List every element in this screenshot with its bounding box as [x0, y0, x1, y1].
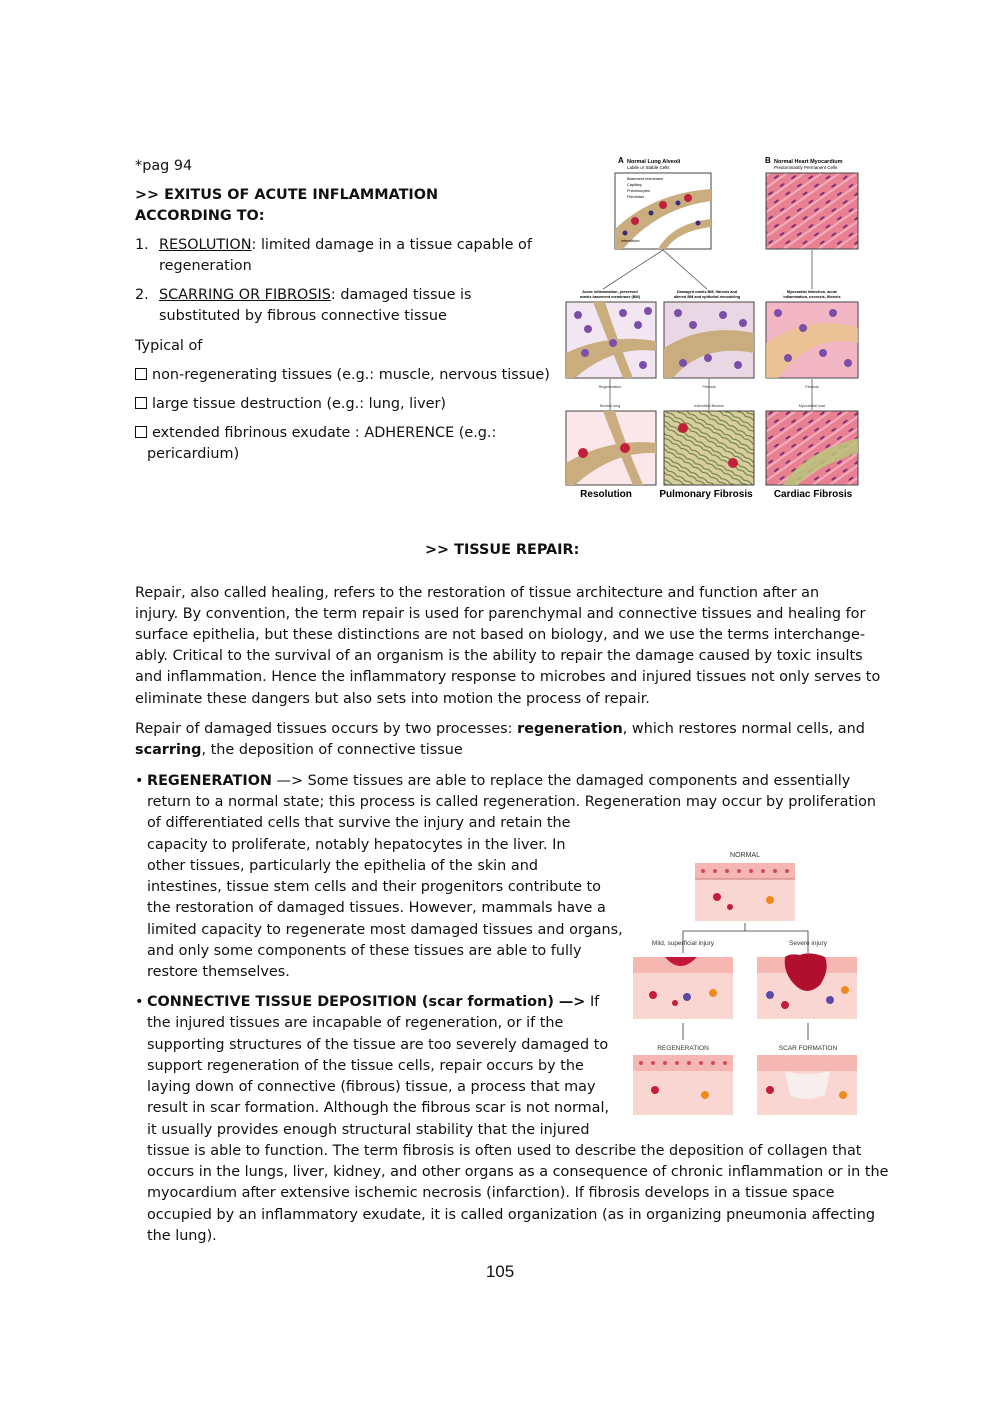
arrow-label: Fibrosis [702, 385, 716, 389]
paragraph-line: restore themselves. [147, 964, 290, 980]
bottom-labels [580, 489, 852, 500]
paragraph-line: other tissues, particularly the epithelia of the skin and [147, 858, 538, 874]
paragraph-line: of differentiated cells that survive the injury and retain the [147, 815, 571, 831]
mid-caption: Acute inflammation, preserved [582, 290, 638, 294]
list-item-text: substituted by fibrous connective tissue [159, 308, 447, 324]
arrow-label: Regeneration [598, 385, 622, 389]
ctd-line [147, 992, 599, 1013]
label-pulmonary-fibrosis: Pulmonary Fibrosis [659, 489, 753, 500]
mid-caption: Myocardial infarction, acute [786, 290, 838, 294]
term-regeneration-heading: REGENERATION [147, 773, 272, 789]
term-regeneration: regeneration [517, 721, 623, 737]
mid-caption: altered BM and epithelial remodeling [673, 295, 741, 299]
paragraph-line: and inflammation. Hence the inflammatory response to microbes and injured tissues not only serves to [135, 669, 881, 685]
panel-letter: B [765, 156, 771, 165]
paragraph-line: eliminate these dangers but also sets into motion the process of repair. [135, 691, 650, 707]
term-connective-tissue-deposition: CONNECTIVE TISSUE DEPOSITION (scar formation) —> [147, 994, 586, 1010]
paragraph-line: tissue is able to function. The term fibrosis is often used to describe the deposition of collagen that [147, 1143, 862, 1159]
paragraph-line: limited capacity to regenerate most damaged tissues and organs, [147, 922, 623, 938]
text-run: , which restores normal cells, and [622, 721, 865, 737]
paragraph-line: capacity to proliferate, notably hepatocytes in the liver. In [147, 837, 566, 853]
list-item-resolution [159, 235, 532, 256]
list-item-text: regeneration [159, 258, 252, 274]
panel-title: Normal Lung Alveoli [627, 159, 681, 165]
check-text-continued: pericardium) [147, 446, 240, 462]
text-run: , the deposition of connective tissue [201, 742, 463, 758]
paragraph-line: support regeneration of the tissue cells, repair occurs by the [147, 1058, 584, 1074]
exitus-heading-line2: ACCORDING TO: [135, 208, 265, 224]
regeneration-image [633, 1055, 733, 1115]
regeneration-scar-figure [625, 845, 860, 1120]
label-interstitium: Interstitium [621, 239, 640, 243]
label-severe-injury: Severe injury [789, 940, 827, 947]
paragraph-line: ably. Critical to the survival of an organism is the ability to repair the damage caused by toxic insults [135, 648, 863, 664]
mid-caption: Damaged matrix BM, fibrosis and [676, 290, 738, 294]
exitus-heading-line1: >> EXITUS OF ACUTE INFLAMMATION [135, 187, 439, 203]
paragraph-line [135, 719, 865, 740]
label-normal: NORMAL [730, 852, 760, 859]
label-basement-membrane: Basement membrane [627, 177, 664, 181]
label-fibroblast: Fibroblast [627, 195, 644, 199]
text-run: If [589, 994, 600, 1010]
paragraph-line: the restoration of damaged tissues. However, mammals have a [147, 900, 606, 916]
normal-tissue-image [695, 863, 795, 921]
paragraph-line: surface epithelia, but these distinctions are not based on biology, and we use the terms interchange- [135, 627, 866, 643]
label-capillary: Capillary [627, 183, 642, 187]
label-pneumocytes: Pneumocytes [627, 189, 651, 193]
inflammation-outcome-figure [563, 153, 861, 503]
term-resolution: RESOLUTION [159, 237, 252, 253]
arrow-text: —> [271, 773, 308, 789]
check-item [135, 394, 446, 415]
paragraph-line: return to a normal state; this process is called regeneration. Regeneration may occur by proliferation [147, 794, 876, 810]
arrow-label: Myocardial scar [798, 404, 826, 408]
checkbox-icon [135, 426, 147, 438]
page-reference: *pag 94 [135, 158, 193, 174]
list-item-scarring [159, 285, 472, 306]
tissue-repair-heading: >> TISSUE REPAIR: [425, 542, 580, 558]
label-resolution: Resolution [580, 489, 632, 500]
page-number: 105 [485, 1262, 515, 1281]
check-item [135, 423, 496, 444]
paragraph-line [135, 740, 463, 761]
check-text: large tissue destruction (e.g.: lung, liver) [152, 396, 447, 412]
paragraph-line: Repair, also called healing, refers to the restoration of tissue architecture and function after an [135, 585, 820, 601]
list-item-text: : damaged tissue is [330, 287, 472, 303]
label-mild-injury: Mild, superficial injury [651, 940, 715, 947]
heart-myocardium-image [766, 173, 858, 249]
arrow-labels [599, 385, 826, 408]
regeneration-line [147, 771, 850, 792]
panel-subtitle: Labile or Stable Cells [627, 165, 670, 170]
text-run: Repair of damaged tissues occurs by two processes: [135, 721, 518, 737]
bullet-dot: • [135, 773, 144, 789]
mid-captions [580, 290, 841, 299]
arrow-label: Interstitial fibrosis [694, 404, 724, 408]
paragraph-line: and only some components of these tissues are able to fully [147, 943, 582, 959]
checkbox-icon [135, 368, 147, 380]
severe-injury-image [757, 953, 857, 1019]
paragraph-line: result in scar formation. Although the fibrous scar is not normal, [147, 1100, 610, 1116]
arrow-label: Normal lung [599, 404, 621, 408]
mild-injury-image [633, 957, 733, 1019]
list-item-text: : limited damage in a tissue capable of [251, 237, 532, 253]
label-scar-formation: SCAR FORMATION [778, 1045, 838, 1052]
panel-subtitle: Predominantly Permanent Cells [774, 165, 838, 170]
mid-caption: matrix basement membrane (BM) [580, 295, 640, 299]
label-regeneration: REGENERATION [657, 1045, 709, 1052]
mid-caption: inflammation, necrosis, fibrosis [783, 295, 841, 299]
panel-title: Normal Heart Myocardium [774, 159, 843, 165]
pulmonary-fibrosis-image [664, 411, 754, 485]
paragraph-line: injury. By convention, the term repair is used for parenchymal and connective tissues and healing for [135, 606, 866, 622]
paragraph-line: occupied by an inflammatory exudate, it is called organization (as in organizing pneumonia affecting [147, 1207, 876, 1223]
paragraph-line: the lung). [147, 1228, 217, 1244]
label-cardiac-fibrosis: Cardiac Fibrosis [773, 489, 853, 500]
paragraph-line: the injured tissues are incapable of regeneration, or if the [147, 1015, 564, 1031]
bullet-dot: • [135, 994, 144, 1010]
checkbox-icon [135, 397, 147, 409]
arrow-label: Fibrosis [805, 385, 819, 389]
check-text: extended fibrinous exudate : ADHERENCE (e.g.: [152, 425, 497, 441]
paragraph-line: myocardium after extensive ischemic necrosis (infarction). If fibrosis develops in a tissue space [147, 1185, 835, 1201]
check-text: non-regenerating tissues (e.g.: muscle, nervous tissue) [152, 367, 550, 383]
check-item [135, 365, 550, 386]
text-run: Some tissues are able to replace the damaged components and essentially [307, 773, 851, 789]
list-number: 2. [135, 287, 149, 303]
list-number: 1. [135, 237, 149, 253]
paragraph-line: it usually provides enough structural stability that the injured [147, 1122, 590, 1138]
term-scarring: SCARRING OR FIBROSIS [159, 287, 331, 303]
paragraph-line: laying down of connective (fibrous) tissue, a process that may [147, 1079, 596, 1095]
term-scarring: scarring [135, 742, 202, 758]
scar-formation-image [757, 1055, 857, 1115]
paragraph-line: occurs in the lungs, liver, kidney, and other organs as a consequence of chronic inflammation or in the [147, 1164, 889, 1180]
panel-letter: A [618, 156, 624, 165]
paragraph-line: intestines, tissue stem cells and their progenitors contribute to [147, 879, 601, 895]
typical-of-label: Typical of [135, 338, 203, 354]
paragraph-line: supporting structures of the tissue are too severely damaged to [147, 1037, 609, 1053]
